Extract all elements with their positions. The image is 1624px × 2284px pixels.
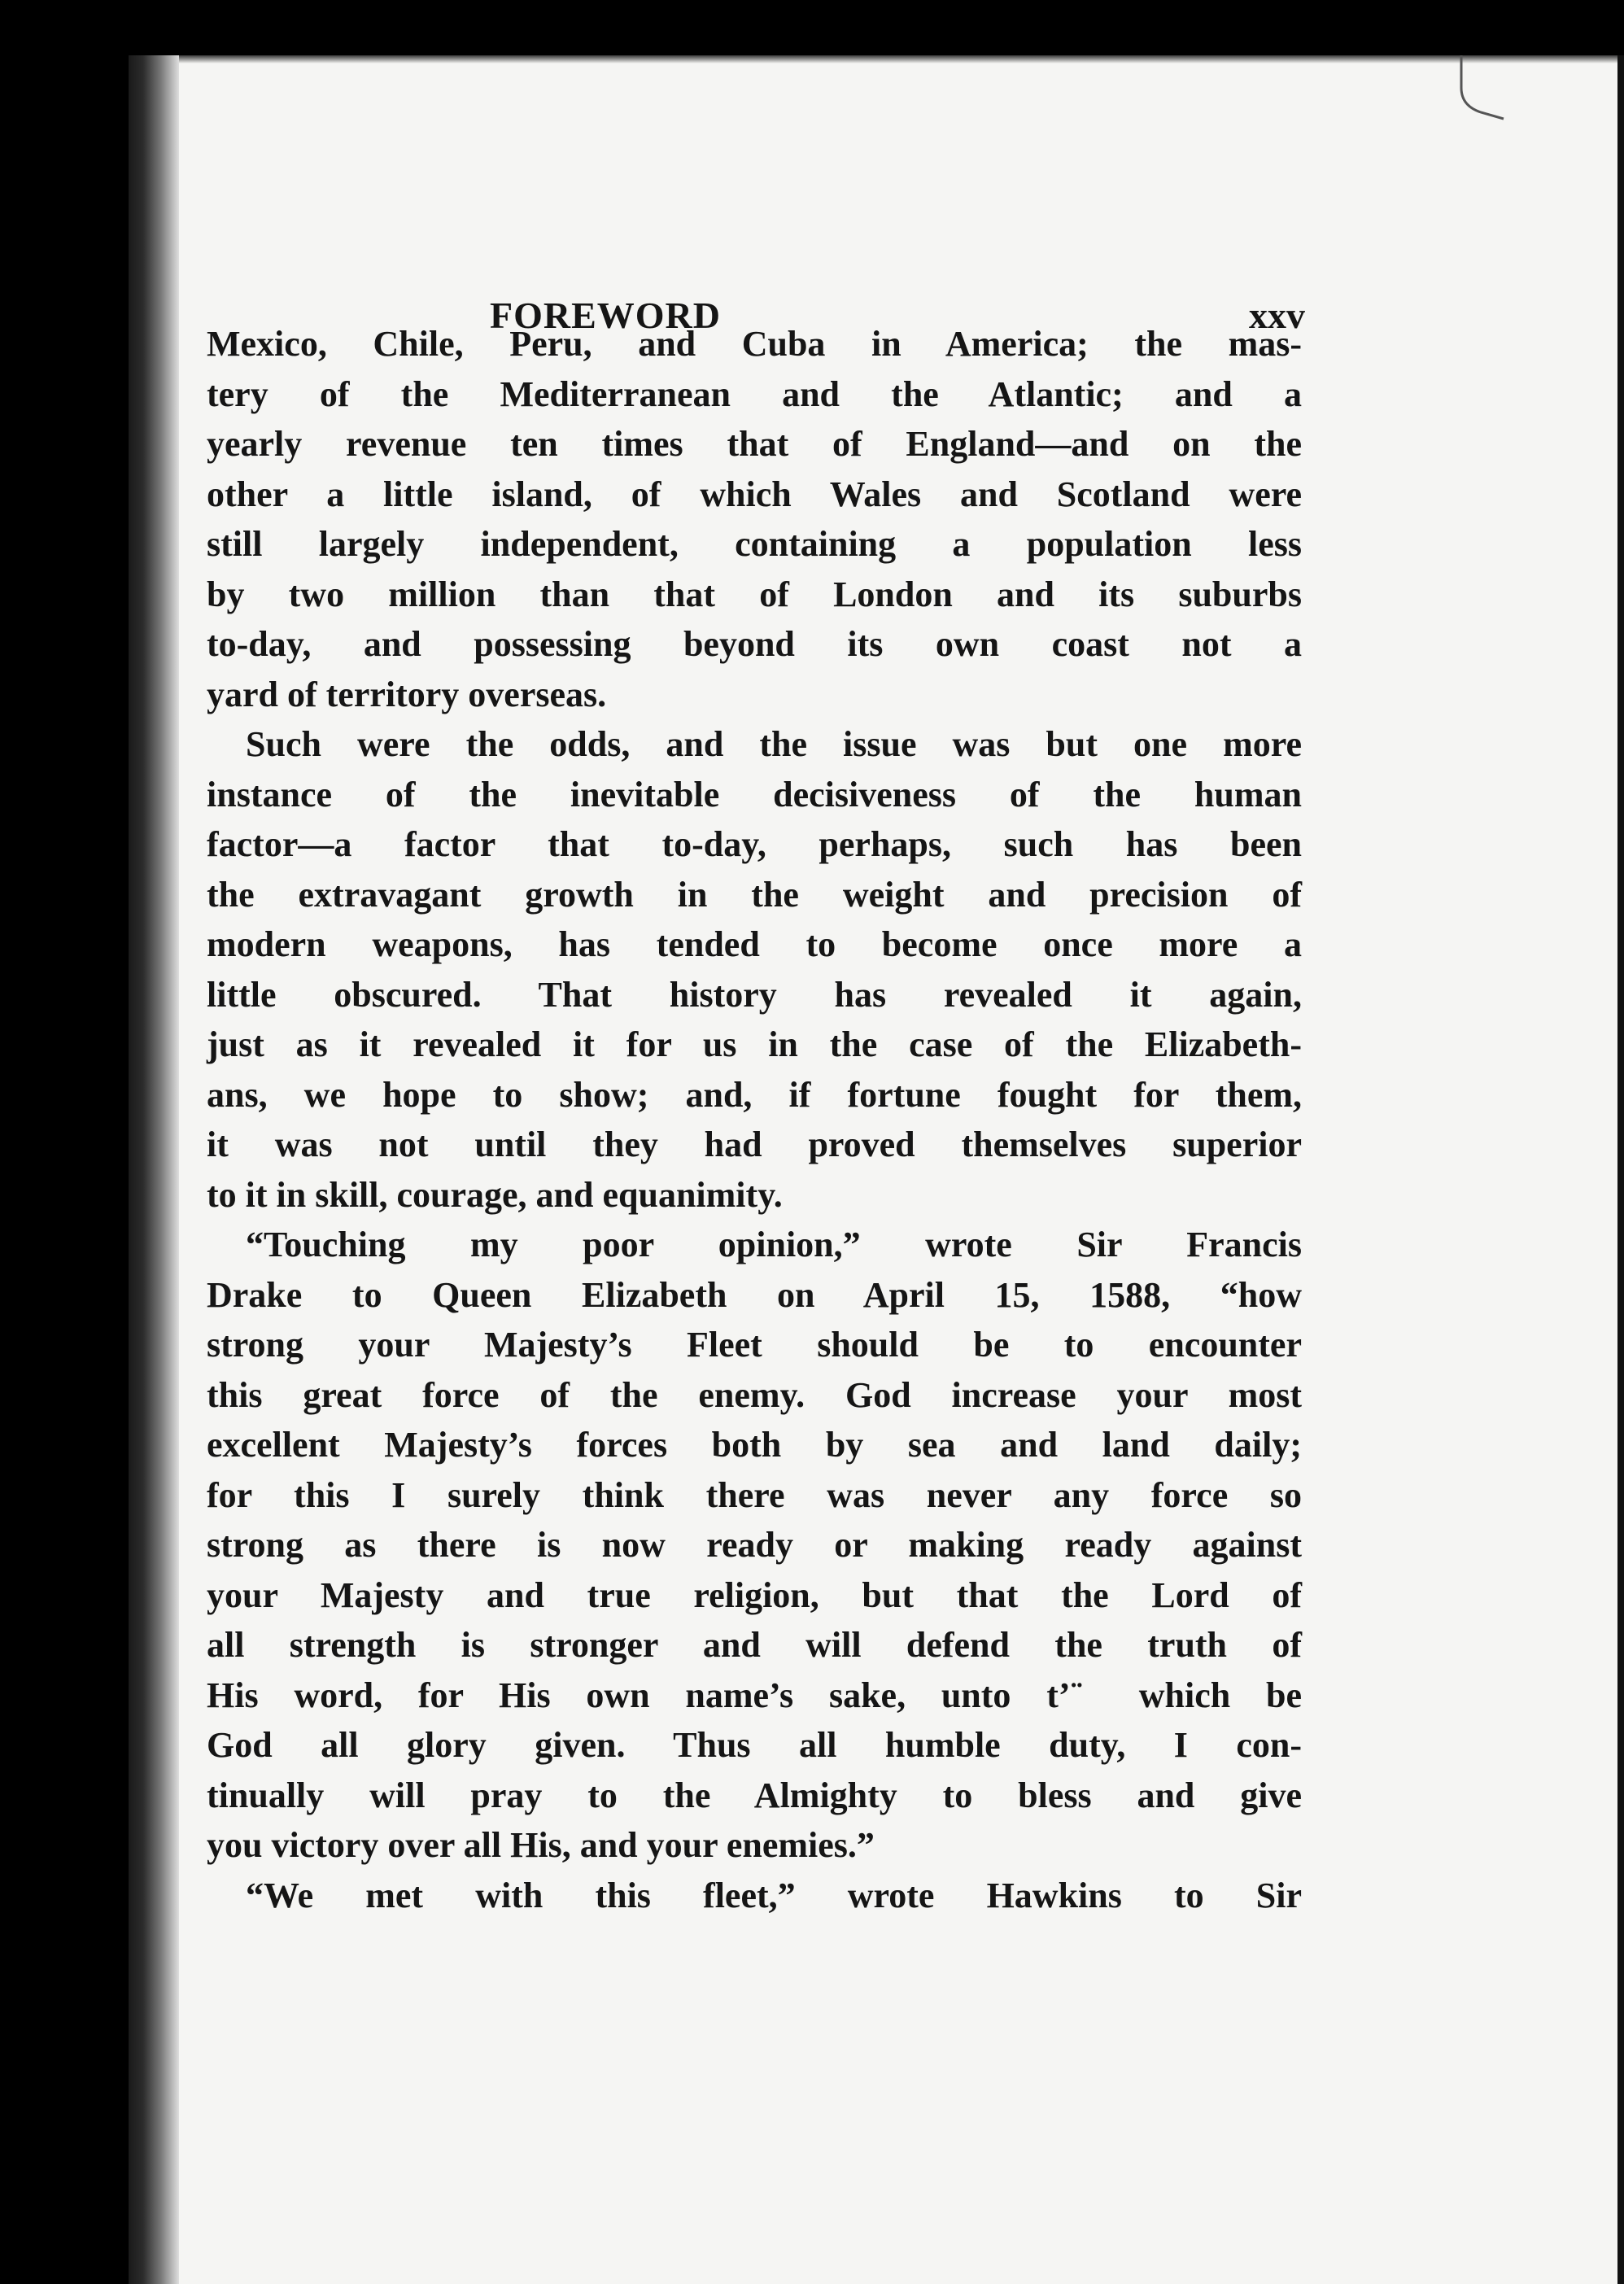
text-line: God all glory given. Thus all humble duty, I con- [207, 1725, 1302, 1765]
text-line: still largely independent, containing a population less [207, 524, 1302, 564]
text-line: strong your Majesty’s Fleet should be to encounter [207, 1325, 1302, 1365]
text-line: by two million than that of London and its suburbs [207, 574, 1302, 614]
body-text [207, 319, 1302, 1920]
text-line: strong as there is now ready or making ready against [207, 1525, 1302, 1565]
text-line: instance of the inevitable decisiveness of the human [207, 774, 1302, 814]
text-line: this great force of the enemy. God increase your most [207, 1374, 1302, 1415]
text-line: ans, we hope to show; and, if fortune fought for them, [207, 1074, 1302, 1115]
text-line: your Majesty and true religion, but that the Lord of [207, 1574, 1302, 1615]
page-text [207, 241, 1305, 1920]
text-line: to it in skill, courage, and equanimity. [207, 1174, 783, 1215]
text-line: excellent Majesty’s forces both by sea and land daily; [207, 1425, 1302, 1465]
text-line: modern weapons, has tended to become once more a [207, 924, 1302, 964]
text-line: the extravagant growth in the weight and precision of [207, 874, 1302, 915]
text-line: yard of territory overseas. [207, 674, 607, 714]
text-line: to-day, and possessing beyond its own coast not a [207, 624, 1302, 664]
page-gutter-shadow [129, 55, 179, 2284]
text-line: all strength is stronger and will defend the truth of [207, 1625, 1302, 1665]
text-line: Such were the odds, and the issue was but one more [246, 724, 1302, 764]
text-line: His word, for His own name’s sake, unto t’ ̈ which be [207, 1675, 1302, 1715]
text-line: just as it revealed it for us in the case of the Elizabeth- [207, 1024, 1302, 1064]
text-line: tery of the Mediterranean and the Atlantic; and a [207, 373, 1302, 414]
text-line: “Touching my poor opinion,” wrote Sir Francis [246, 1225, 1302, 1264]
text-line: for this I surely think there was never any force so [207, 1474, 1302, 1515]
text-line: other a little island, of which Wales and Scotland were [207, 474, 1302, 514]
text-line: factor—a factor that to-day, perhaps, such has been [207, 824, 1302, 864]
text-line: little obscured. That history has revealed it again, [207, 974, 1302, 1015]
running-head [207, 241, 1305, 336]
page-number: xxv [1249, 295, 1305, 336]
running-title: FOREWORD [490, 295, 721, 336]
page-right-edge [1617, 55, 1624, 2284]
text-line: Mexico, Chile, Peru, and Cuba in America; the mas- [207, 324, 1302, 364]
text-line: Drake to Queen Elizabeth on April 15, 1588, “how [207, 1274, 1302, 1315]
text-line: it was not until they had proved themselves superior [207, 1125, 1302, 1164]
text-line: “We met with this fleet,” wrote Hawkins to Sir [246, 1875, 1302, 1915]
text-line: you victory over all His, and your enemies.” [207, 1825, 875, 1865]
page-top-edge [179, 55, 1624, 63]
text-line: yearly revenue ten times that of England—and on the [207, 424, 1302, 464]
page-corner-mark [1456, 55, 1505, 120]
text-line: tinually will pray to the Almighty to bless and give [207, 1775, 1302, 1815]
